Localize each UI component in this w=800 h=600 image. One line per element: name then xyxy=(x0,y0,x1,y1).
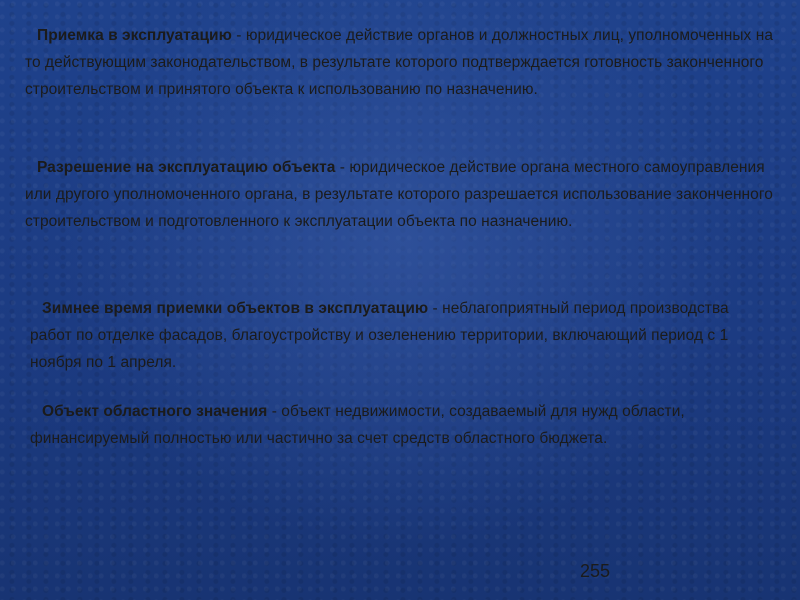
term-acceptance: Приемка в эксплуатацию xyxy=(37,27,232,44)
definition-text-2: - юридическое действие органа местного самоуправления или другого уполномоченного органа, в результате которого разрешается использование законченного строительством и подготовленного к эксплуатации объекта по назначению. xyxy=(25,159,773,230)
term-operation-permit: Разрешение на эксплуатацию объекта xyxy=(37,159,336,176)
page-number: 255 xyxy=(580,561,611,581)
definition-paragraph-3 xyxy=(30,295,770,376)
definition-paragraph-4 xyxy=(30,398,770,452)
definition-text-4: - объект недвижимости, создаваемый для нужд области, финансируемый полностью или частично за счет средств областного бюджета. xyxy=(30,403,685,447)
definition-paragraph-1 xyxy=(25,22,785,103)
term-winter-period: Зимнее время приемки объектов в эксплуатацию xyxy=(42,300,429,317)
term-regional-object: Объект областного значения xyxy=(42,403,268,420)
definition-paragraph-2 xyxy=(25,154,785,235)
definition-text-1: - юридическое действие органов и должностных лиц, уполномоченных на то действующим законодательством, в результате которого подтверждается готовность законченного строительством и принятого объекта к использованию по назначению. xyxy=(25,27,773,98)
definition-text-3: - неблагоприятный период производства работ по отделке фасадов, благоустройству и озеленению территории, включающий период с 1 ноября по 1 апреля. xyxy=(30,300,729,371)
